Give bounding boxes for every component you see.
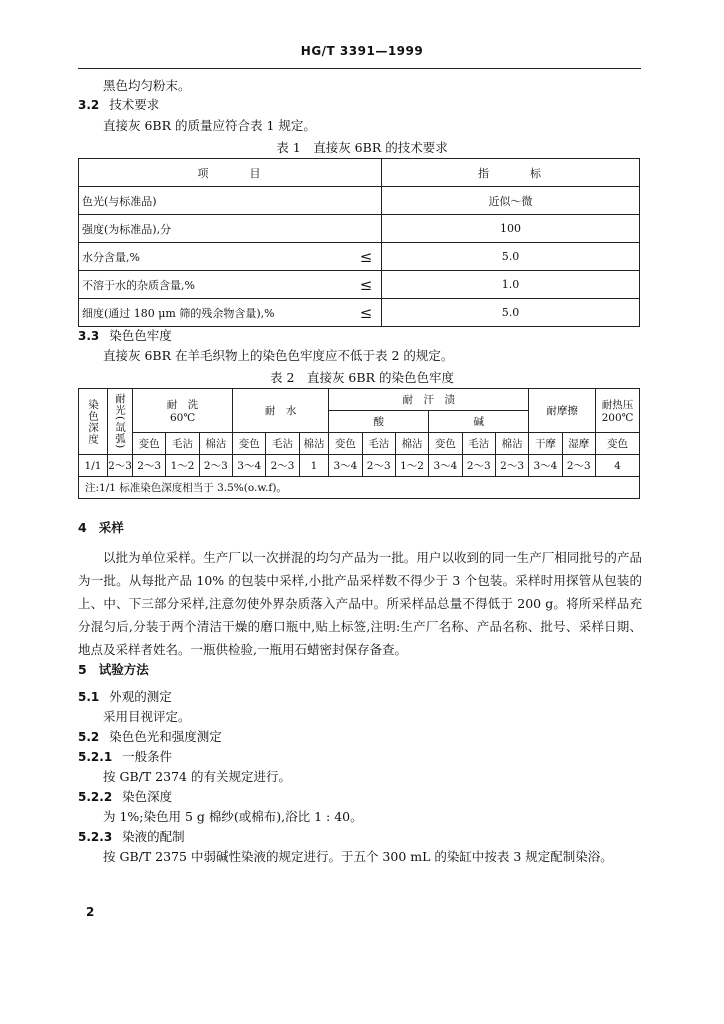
- section-number: 5.1: [78, 690, 100, 704]
- table2: [78, 388, 640, 499]
- table1-header-value: 指 标: [382, 159, 640, 187]
- section-title: 试验方法: [98, 662, 149, 677]
- section-number: 5: [78, 662, 87, 677]
- table2-sub: 变色: [429, 433, 462, 455]
- table2-sub: 变色: [133, 433, 166, 455]
- table1-item: 色光(与标准品): [79, 187, 352, 215]
- section-4-heading: [78, 520, 124, 536]
- table2-cell: 2～3: [562, 455, 595, 477]
- table2-h-rub: 耐摩擦: [529, 389, 596, 433]
- section-title: 染色色牢度: [109, 328, 172, 343]
- section-title: 外观的测定: [109, 689, 172, 704]
- table2-sub: 毛沾: [462, 433, 495, 455]
- table2-cell: 2～3: [133, 455, 166, 477]
- section-title: 技术要求: [109, 97, 160, 112]
- table1-item: 水分含量,%: [79, 243, 352, 271]
- section-5-2-2-body: 为 1%;染色用 5 g 棉纱(或棉布),浴比 1 : 40。: [103, 809, 363, 824]
- table2-note: 注:1/1 标准染色深度相当于 3.5%(o.w.f)。: [79, 477, 640, 499]
- section-5-2-2-heading: [78, 789, 172, 805]
- table2-cell: 2～3: [108, 455, 133, 477]
- table2-cell: 3～4: [529, 455, 562, 477]
- table2-cell: 2～3: [266, 455, 299, 477]
- section-title: 染色色光和强度测定: [109, 729, 222, 744]
- table2-h-depth: 染色深度: [79, 389, 108, 455]
- table-row: [79, 271, 640, 299]
- section-4-body: 以批为单位采样。生产厂以一次拼混的均匀产品为一批。用户以收到的同一生产厂相同批号的产品为一批。从每批产品 10% 的包装中采样,小批产品采样数不得少于 3 个包装。采样时用探管从包装的上、中、下三部分采样,注意勿使外界杂质落入产品中。所采样品总量不得低于 200 g。将所采样品充分混匀后,分装于两个清洁干燥的磨口瓶中,贴上标签,注明:生产厂名称、产品名称、批号、采样日期、地点及采样者姓名。一瓶供检验,一瓶用石蜡密封保存备查。: [78, 550, 642, 657]
- table2-sub: 棉沾: [199, 433, 232, 455]
- table1: [78, 158, 640, 327]
- table2-cell: 3～4: [233, 455, 266, 477]
- section-number: 5.2.3: [78, 830, 113, 844]
- section-3-2-body: 直接灰 6BR 的质量应符合表 1 规定。: [103, 118, 316, 133]
- standard-code-header: HG/T 3391—1999: [300, 44, 424, 58]
- table1-header-row: [79, 159, 640, 187]
- table2-cell: 3～4: [429, 455, 462, 477]
- section-number: 5.2.2: [78, 790, 113, 804]
- table2-h-acid: 酸: [329, 411, 429, 433]
- table2-sub: 湿摩: [562, 433, 595, 455]
- table2-cell: 2～3: [462, 455, 495, 477]
- table1-item: 强度(为标准品),分: [79, 215, 352, 243]
- table2-cell: 1/1: [79, 455, 108, 477]
- table2-h-wash: 耐 洗 60℃: [133, 389, 233, 433]
- table-row: [79, 187, 640, 215]
- table1-value: 1.0: [382, 271, 640, 299]
- section-number: 5.2.1: [78, 750, 113, 764]
- table1-op: ≤: [351, 243, 382, 271]
- table2-sub: 毛沾: [166, 433, 199, 455]
- table1-op: [351, 215, 382, 243]
- table2-cell: 1～2: [166, 455, 199, 477]
- section-title: 染色深度: [122, 789, 173, 804]
- table2-sub: 棉沾: [495, 433, 528, 455]
- table2-subheader-row: [79, 433, 640, 455]
- header-rule: [78, 68, 641, 69]
- table2-h-wash-temp: 60℃: [169, 412, 196, 424]
- table2-cell: 1～2: [395, 455, 428, 477]
- table2-sub: 变色: [595, 433, 639, 455]
- table2-sub: 棉沾: [299, 433, 328, 455]
- intro-line: 黑色均匀粉末。: [103, 78, 191, 93]
- table2-h-heat: 耐热压 200℃: [595, 389, 639, 433]
- table2-h-water: 耐 水: [233, 389, 329, 433]
- section-5-2-3-body: 按 GB/T 2375 中弱碱性染液的规定进行。于五个 300 mL 的染缸中按表 3 规定配制染浴。: [103, 849, 613, 864]
- table2-sub: 干摩: [529, 433, 562, 455]
- table1-caption: 表 1 直接灰 6BR 的技术要求: [276, 140, 448, 155]
- section-5-2-heading: [78, 729, 222, 745]
- table1-item: 细度(通过 180 μm 筛的残余物含量),%: [79, 299, 352, 327]
- table2-h-light: 耐光(氙弧): [108, 389, 133, 455]
- table2-cell: 2～3: [199, 455, 232, 477]
- table2-h-alkali: 碱: [429, 411, 529, 433]
- table2-cell: 2～3: [362, 455, 395, 477]
- section-number: 5.2: [78, 730, 100, 744]
- table2-cell: 1: [299, 455, 328, 477]
- section-number: 3.2: [78, 98, 100, 112]
- table-row: [79, 299, 640, 327]
- table1-op: ≤: [351, 271, 382, 299]
- table1-value: 5.0: [382, 299, 640, 327]
- table-row: [79, 455, 640, 477]
- section-title: 染液的配制: [122, 829, 185, 844]
- table2-sub: 变色: [233, 433, 266, 455]
- table-row: [79, 243, 640, 271]
- table1-value: 近似～微: [382, 187, 640, 215]
- section-5-2-1-body: 按 GB/T 2374 的有关规定进行。: [103, 769, 291, 784]
- table2-cell: 4: [595, 455, 639, 477]
- section-5-1-body: 采用目视评定。: [103, 709, 191, 724]
- section-5-2-1-heading: [78, 749, 172, 765]
- section-number: 4: [78, 520, 87, 535]
- table1-value: 5.0: [382, 243, 640, 271]
- table2-h-sweat: 耐 汗 渍: [329, 389, 529, 411]
- table2-cell: 3～4: [329, 455, 362, 477]
- table1-value: 100: [382, 215, 640, 243]
- table2-cell: 2～3: [495, 455, 528, 477]
- section-3-2-heading: [78, 97, 159, 113]
- section-number: 3.3: [78, 329, 100, 343]
- table2-h-heat-temp: 200℃: [601, 412, 634, 424]
- section-5-2-3-heading: [78, 829, 185, 845]
- table2-sub: 毛沾: [362, 433, 395, 455]
- table2-sub: 毛沾: [266, 433, 299, 455]
- section-title: 采样: [98, 520, 124, 535]
- table2-note-row: [79, 477, 640, 499]
- table1-item: 不溶于水的杂质含量,%: [79, 271, 352, 299]
- table1-op: ≤: [351, 299, 382, 327]
- section-3-3-heading: [78, 328, 172, 344]
- table2-sub: 棉沾: [395, 433, 428, 455]
- section-3-3-body: 直接灰 6BR 在羊毛织物上的染色色牢度应不低于表 2 的规定。: [103, 348, 454, 363]
- table1-op: [351, 187, 382, 215]
- table2-caption: 表 2 直接灰 6BR 的染色色牢度: [270, 370, 454, 385]
- section-5-1-heading: [78, 689, 172, 705]
- section-title: 一般条件: [122, 749, 173, 764]
- table2-header-row-1: [79, 389, 640, 411]
- table1-header-item: 项 目: [79, 159, 382, 187]
- table2-sub: 变色: [329, 433, 362, 455]
- table-row: [79, 215, 640, 243]
- section-5-heading: [78, 662, 149, 678]
- page-number: 2: [86, 905, 95, 919]
